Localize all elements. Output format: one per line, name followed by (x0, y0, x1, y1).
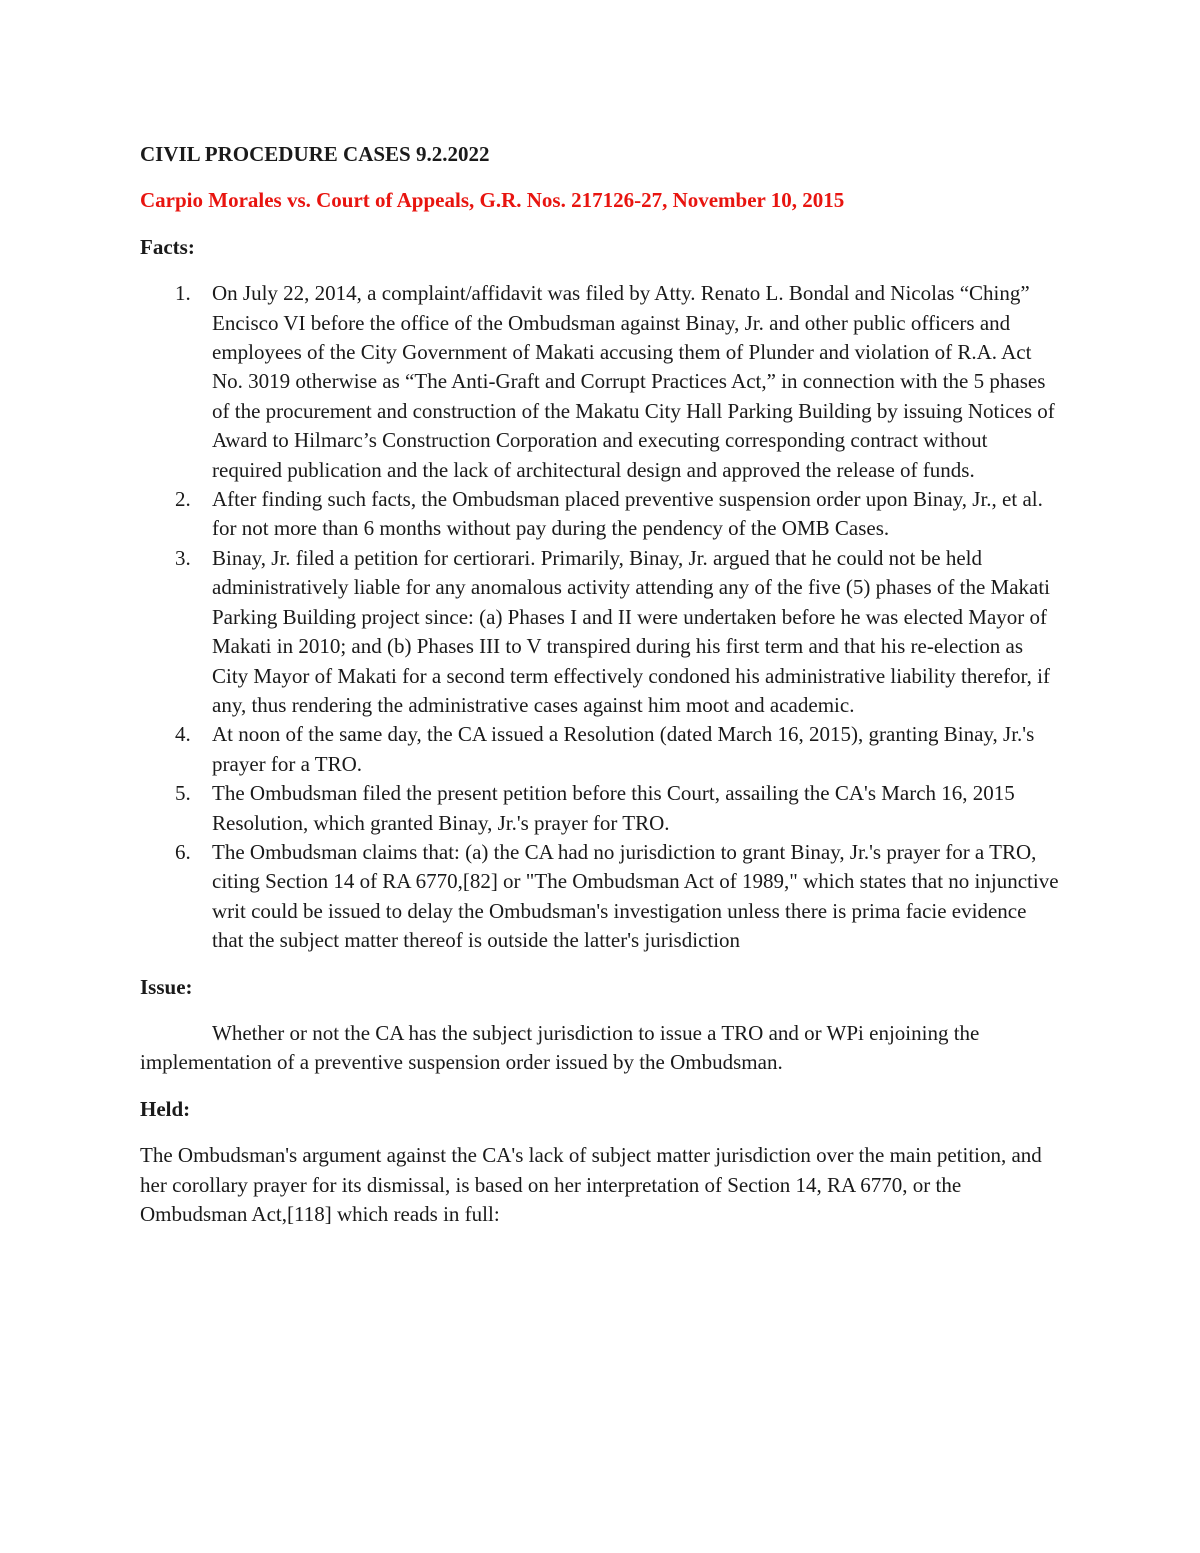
fact-number: 2. (175, 487, 191, 512)
fact-item (140, 279, 1060, 485)
facts-heading: Facts: (140, 234, 195, 259)
fact-item (140, 720, 1060, 779)
fact-number: 4. (175, 722, 191, 747)
fact-text: The Ombudsman filed the present petition before this Court, assailing the CA's March 16, 2015 Resolution, which granted Binay, Jr.'s prayer for TRO. (212, 781, 1015, 835)
case-title: Carpio Morales vs. Court of Appeals, G.R. Nos. 217126-27, November 10, 2015 (140, 188, 845, 213)
document-page (140, 140, 1060, 1229)
fact-item (140, 544, 1060, 720)
fact-number: 3. (175, 545, 191, 570)
issue-heading: Issue: (140, 974, 193, 999)
fact-item (140, 485, 1060, 544)
fact-item (140, 779, 1060, 838)
fact-number: 5. (175, 781, 191, 806)
fact-number: 6. (175, 839, 191, 864)
held-heading: Held: (140, 1096, 191, 1121)
fact-text: The Ombudsman claims that: (a) the CA had no jurisdiction to grant Binay, Jr.'s prayer for a TRO, citing Section 14 of RA 6770,[82] or "The Ombudsman Act of 1989," which states that no injunctive writ could be issued to delay the Ombudsman's investigation unless there is prima facie evidence that the subject matter thereof is outside the latter's jurisdiction (212, 839, 1059, 953)
fact-text: On July 22, 2014, a complaint/affidavit was filed by Atty. Renato L. Bondal and Nicolas “Ching” Encisco VI before the office of the Ombudsman against Binay, Jr. and other public officers and employees of the City Government of Makati accusing them of Plunder and violation of R.A. Act No. 3019 otherwise as “The Anti-Graft and Corrupt Practices Act,” in connection with the 5 phases of the procurement and construction of the Makatu City Hall Parking Building by issuing Notices of Award to Hilmarc’s Construction Corporation and executing corresponding contract without required publication and the lack of architectural design and approved the release of funds. (212, 281, 1055, 482)
issue-text: Whether or not the CA has the subject jurisdiction to issue a TRO and or WPi enjoining the implementation of a preventive suspension order issued by the Ombudsman. (140, 1020, 980, 1075)
fact-item (140, 838, 1060, 956)
fact-text: After finding such facts, the Ombudsman placed preventive suspension order upon Binay, Jr., et al. for not more than 6 months without pay during the pendency of the OMB Cases. (212, 487, 1043, 541)
fact-text: At noon of the same day, the CA issued a Resolution (dated March 16, 2015), granting Binay, Jr.'s prayer for a TRO. (212, 722, 1035, 776)
held-text: The Ombudsman's argument against the CA's lack of subject matter jurisdiction over the main petition, and her corollary prayer for its dismissal, is based on her interpretation of Section 14, RA 6770, or the Ombudsman Act,[118] which reads in full: (140, 1143, 1042, 1226)
fact-text: Binay, Jr. filed a petition for certiorari. Primarily, Binay, Jr. argued that he could not be held administratively liable for any anomalous activity attending any of the five (5) phases of the Makati Parking Building project since: (a) Phases I and II were undertaken before he was elected Mayor of Makati in 2010; and (b) Phases III to V transpired during his first term and that his re-election as City Mayor of Makati for a second term effectively condoned his administrative liability therefor, if any, thus rendering the administrative cases against him moot and academic. (212, 545, 1051, 717)
fact-number: 1. (175, 281, 191, 306)
document-title: CIVIL PROCEDURE CASES 9.2.2022 (140, 142, 490, 166)
facts-list (140, 279, 1060, 955)
